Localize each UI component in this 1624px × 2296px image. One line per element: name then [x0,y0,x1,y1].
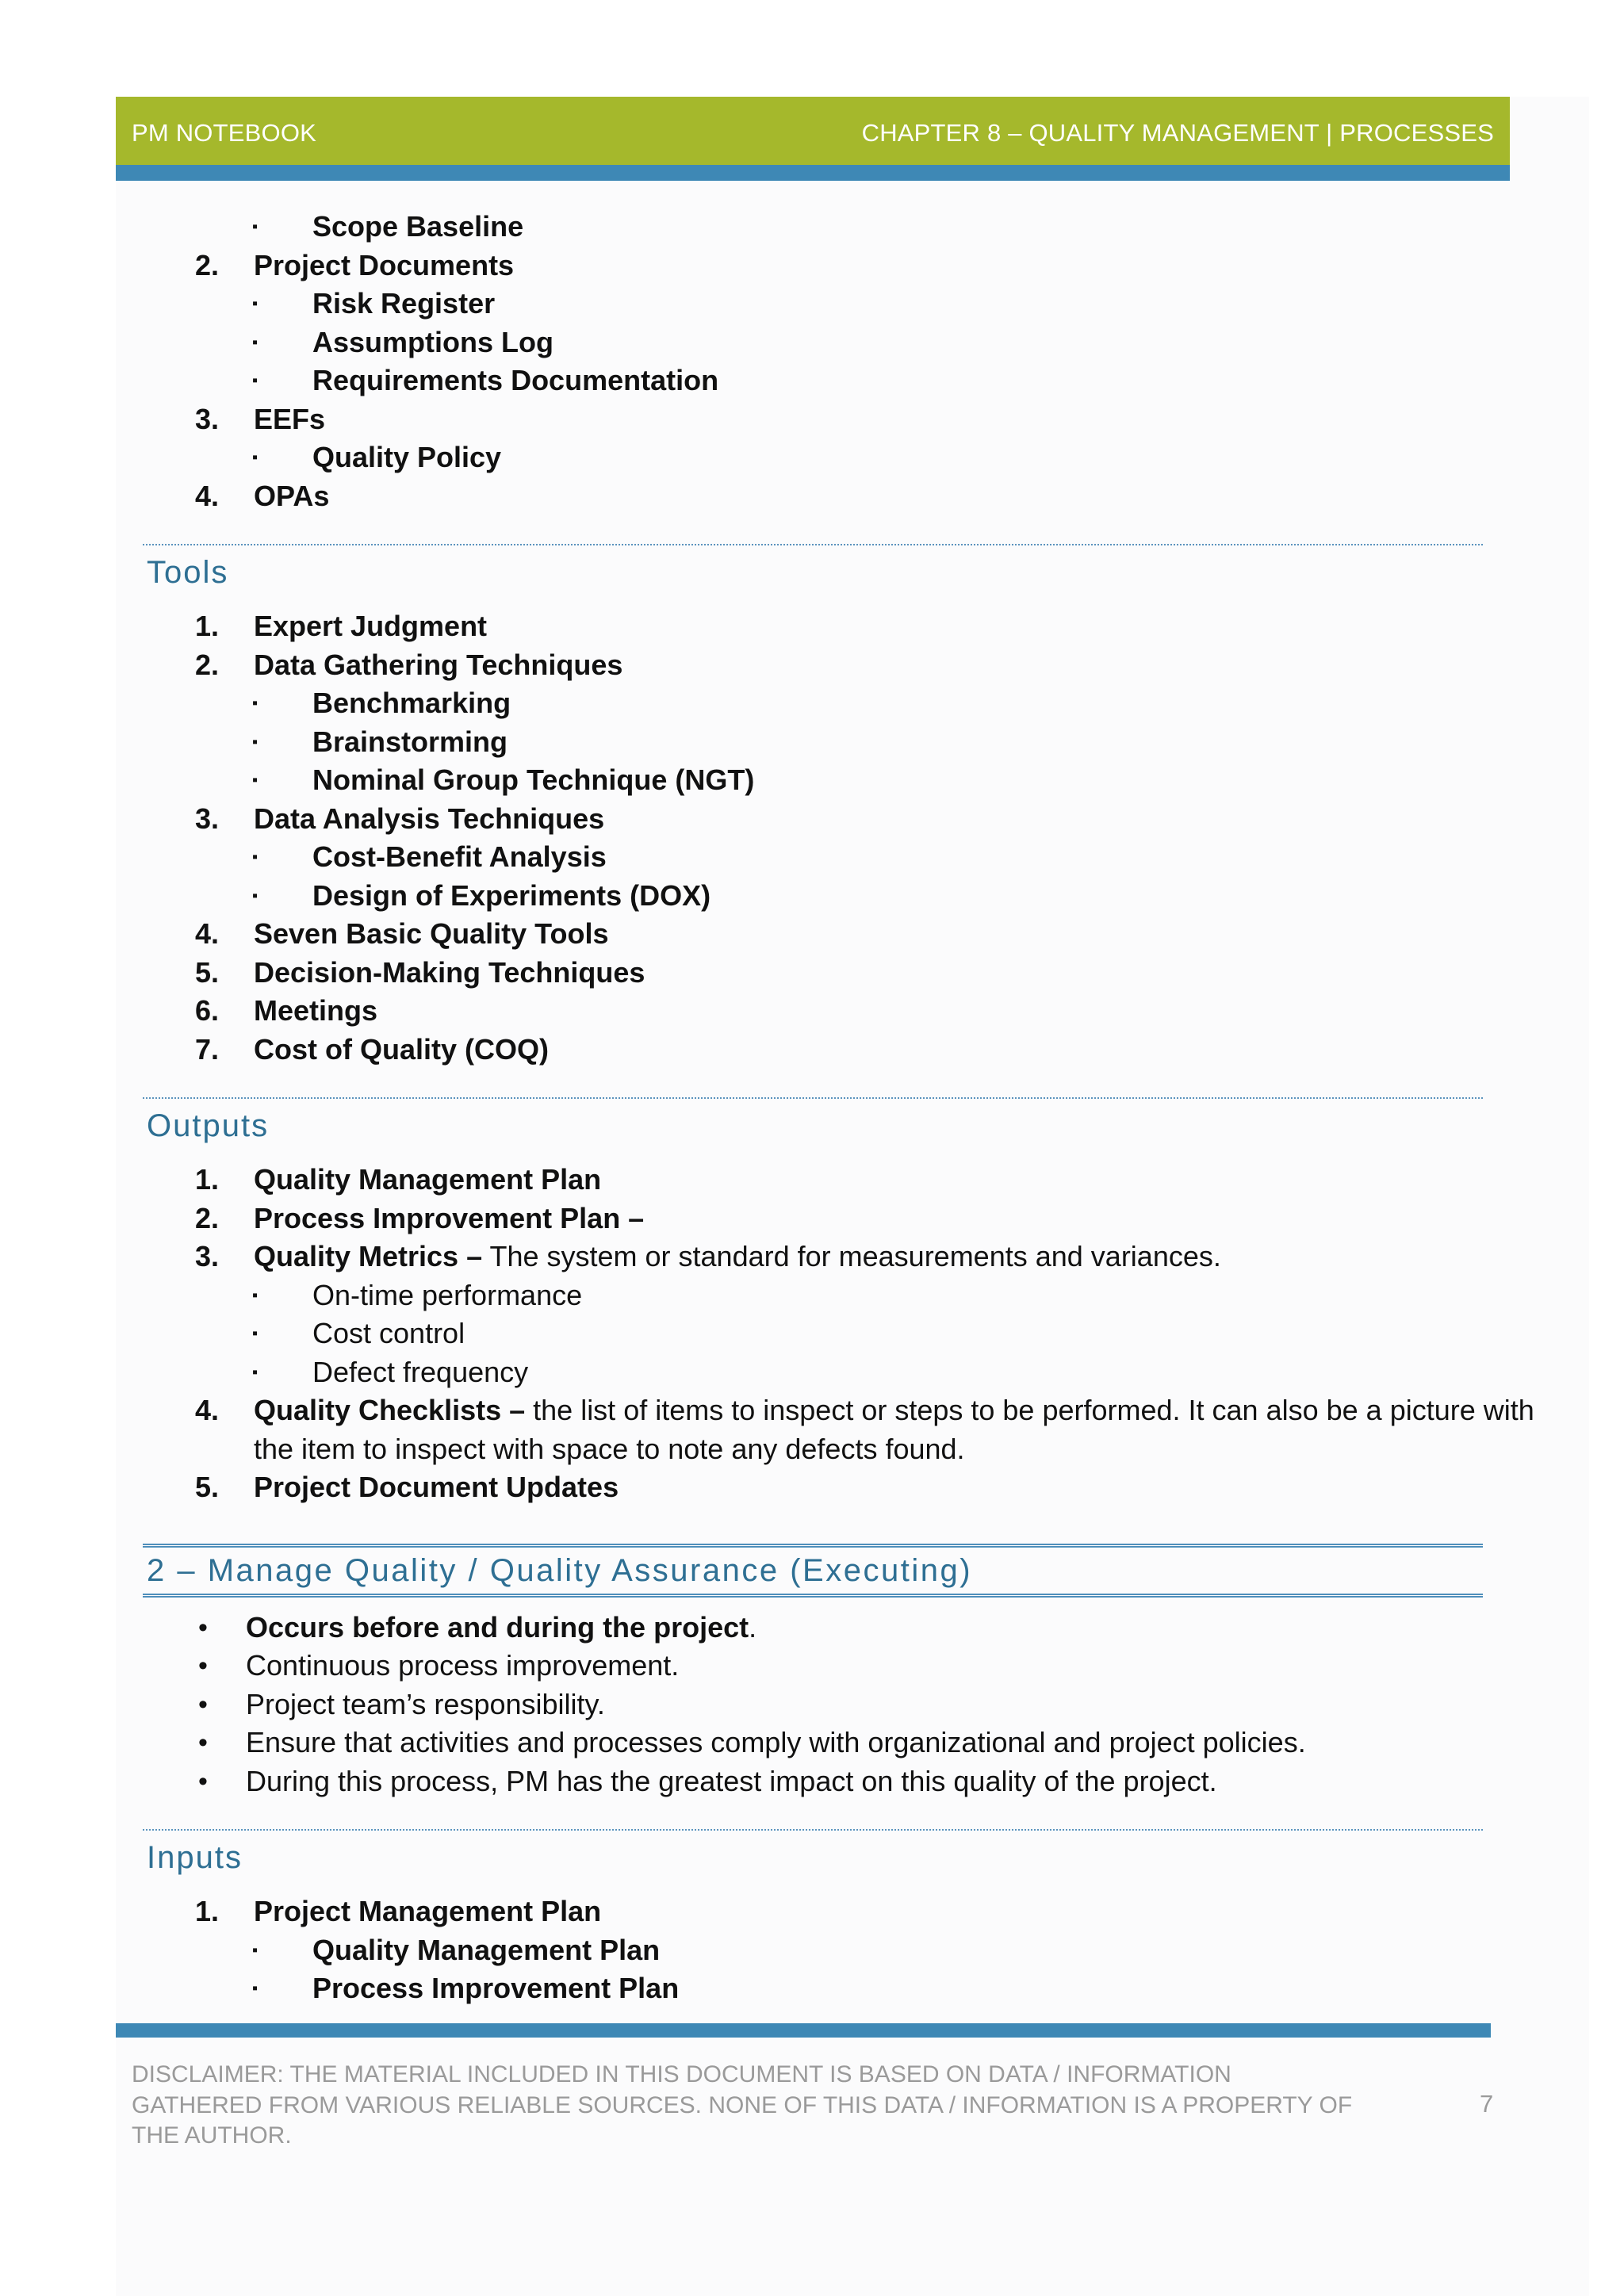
dot-bullet-icon: • [198,1766,208,1797]
list-item: ▪ Requirements Documentation [143,362,1483,400]
list-item: 7. Cost of Quality (COQ) [195,1032,549,1066]
list-item: ▪ Cost-Benefit Analysis [143,838,1483,877]
page-content [143,208,1534,2008]
list-item: 6. Meetings [195,994,378,1027]
list-item: • Ensure that activities and processes comply with organizational and project policies. [143,1724,1483,1762]
continuation-list [143,208,1483,515]
list-item: 2. Data Gathering Techniques [195,648,623,681]
square-bullet-icon: ▪ [252,886,259,905]
header-stripe [116,165,1510,181]
tools-list [143,607,1483,1069]
list-item: 1. Quality Management Plan [195,1163,602,1196]
list-item: ▪ Benchmarking [143,684,1483,723]
list-item: 4. Seven Basic Quality Tools [195,917,609,950]
outputs-list [143,1161,1534,1507]
dot-bullet-icon: • [198,1689,208,1720]
header-notebook-title: PM NOTEBOOK [132,119,317,147]
square-bullet-icon: ▪ [252,449,259,466]
list-item: 4. OPAs [195,479,330,512]
manage-quality-heading: 2 – Manage Quality / Quality Assurance (Executing) [147,1552,973,1588]
list-item: • Occurs before and during the project. [143,1609,1483,1647]
list-item: ▪ Brainstorming [143,723,1483,762]
list-item: ▪ Defect frequency [143,1353,1483,1392]
dot-bullet-icon: • [198,1651,208,1681]
outputs-heading: Outputs [147,1108,270,1143]
section-divider [143,544,1483,545]
square-bullet-icon: ▪ [252,1980,259,1997]
inputs-heading: Inputs [147,1840,243,1875]
list-item: 5. Decision-Making Techniques [195,955,645,989]
square-bullet-icon: ▪ [252,695,259,712]
list-item: ▪ Assumptions Log [143,323,1483,362]
square-bullet-icon: ▪ [252,733,259,751]
list-item: • During this process, PM has the greatest impact on this quality of the project. [143,1762,1483,1801]
page-number: 7 [1480,2090,1494,2118]
list-item: • Project team’s responsibility. [143,1686,1483,1724]
manage-quality-bullets [143,1609,1483,1801]
inputs-list [143,1892,1483,2008]
list-item: ▪ Nominal Group Technique (NGT) [143,761,1483,800]
list-item: ▪ Process Improvement Plan [143,1969,1483,2008]
section-divider [143,1829,1483,1831]
list-item: 2. Process Improvement Plan – [195,1201,645,1234]
dot-bullet-icon: • [198,1612,208,1643]
footer-disclaimer: DISCLAIMER: THE MATERIAL INCLUDED IN THIS DOCUMENT IS BASED ON DATA / INFORMATION GATHERED FROM VARIOUS RELIABLE SOURCES. NONE OF THIS DATA / INFORMATION IS A PROPERTY OF THE AUTHOR. [132,2061,1353,2149]
square-bullet-icon: ▪ [252,1286,259,1304]
list-item: ▪ Quality Management Plan [143,1931,1483,1970]
square-bullet-icon: ▪ [252,1941,259,1959]
square-bullet-icon: ▪ [252,218,259,235]
list-item: 3. Quality Metrics – The system or standard for measurements and variances. [195,1240,1221,1272]
list-item: 4. Quality Checklists – the list of items to inspect or steps to be performed. It can also be a picture with the item to inspect with space to note any defects found. [195,1394,1534,1465]
square-bullet-icon: ▪ [252,372,259,389]
list-item: ▪ Scope Baseline [143,208,1483,247]
list-item: 3. Data Analysis Techniques [195,802,605,835]
list-item: 1. Project Management Plan [195,1895,602,1927]
footer-stripe [116,2023,1491,2038]
list-item: • Continuous process improvement. [143,1647,1483,1686]
square-bullet-icon: ▪ [252,848,259,866]
square-bullet-icon: ▪ [252,771,259,789]
list-item: ▪ Cost control [143,1314,1483,1353]
square-bullet-icon: ▪ [252,1325,259,1342]
section-divider [143,1097,1483,1099]
page-header [116,97,1510,165]
list-item: ▪ Risk Register [143,285,1483,323]
square-bullet-icon: ▪ [252,1363,259,1381]
list-item: 3. EEFs [195,402,326,435]
dot-bullet-icon: • [198,1728,208,1758]
list-item: 2. Project Documents [195,248,515,281]
header-chapter-title: CHAPTER 8 – QUALITY MANAGEMENT | PROCESSES [861,119,1494,147]
tools-heading: Tools [147,555,229,590]
major-heading-bottom-rule [143,1594,1483,1598]
list-item: ▪ On-time performance [143,1276,1483,1315]
list-item: ▪ Design of Experiments (DOX) [143,877,1483,916]
list-item: 5. Project Document Updates [195,1471,619,1503]
list-item: ▪ Quality Policy [143,438,1483,477]
list-item: 1. Expert Judgment [195,610,488,642]
square-bullet-icon: ▪ [252,333,259,351]
square-bullet-icon: ▪ [252,295,259,312]
